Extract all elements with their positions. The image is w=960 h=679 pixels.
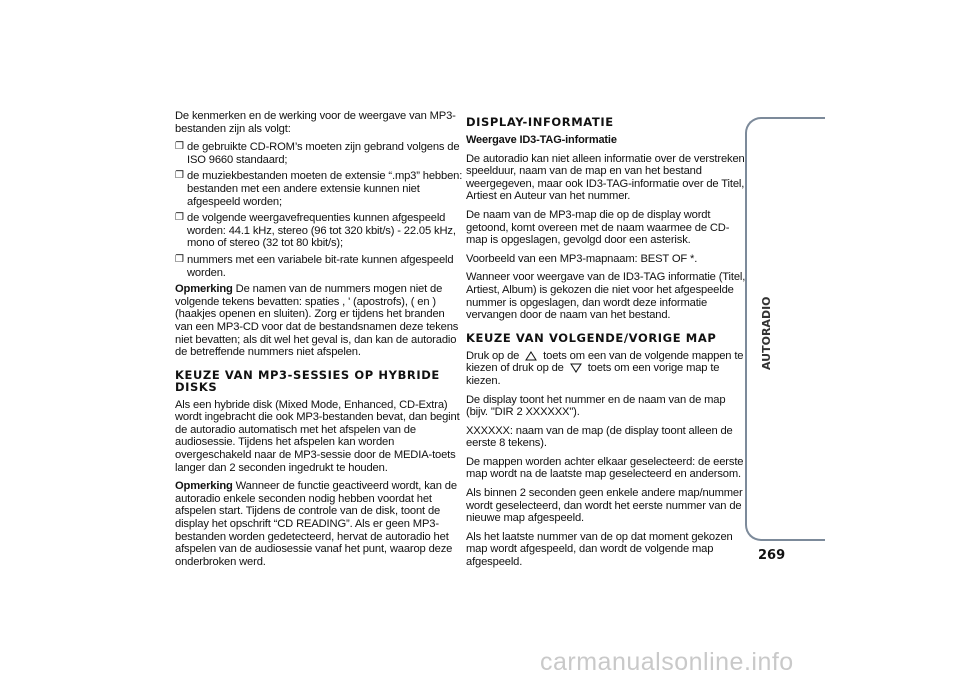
page-number: 269: [758, 548, 786, 563]
checkbox-bullet-icon: ❐: [175, 141, 184, 153]
section-heading-hybrid: KEUZE VAN MP3-SESSIES OP HYBRIDE DISKS: [175, 367, 440, 394]
note-text: De namen van de nummers mogen niet de volgende tekens bevatten: spaties , ' (apostrofs), ( en ) (haakjes openen en sluiten). Zorg er tijdens het branden van een MP3-CD voor dat de bestandsnamen deze tekens niet bevatten; als dit wel het geval is, dan kan de autoradio de betreffende nummers niet afspelen.: [175, 283, 459, 359]
list-item: ❐ de volgende weergavefrequenties kunnen afgespeeld worden: 44.1 kHz, stereo (96 tot 320 kbit/s) - 22.05 kHz, mono of stereo (32 tot 80 kbit/s);: [175, 212, 456, 250]
list-item: ❐ de muziekbestanden moeten de extensie “.mp3” hebben: bestanden met een andere extensie kunnen niet afgespeeld worden;: [175, 170, 463, 208]
chapter-label: AUTORADIO: [760, 296, 773, 370]
intro-paragraph: De kenmerken en de werking voor de weergave van MP3-bestanden zijn als volgt:: [175, 110, 456, 135]
paragraph: De mappen worden achter elkaar geselecteerd: de eerste map wordt na de laatste map geselecteerd en andersom.: [466, 455, 744, 481]
list-item: ❐ de gebruikte CD-ROM’s moeten zijn gebrand volgens de ISO 9660 standaard;: [175, 141, 460, 166]
note-keyword: Opmerking: [175, 480, 233, 493]
paragraph-buttons: Druk op de toets om een van de volgende mappen te kiezen of druk op de toets om een vorige map te kiezen.: [466, 349, 744, 387]
chapter-tab: [745, 117, 825, 541]
note-paragraph: [175, 480, 465, 568]
triangle-down-icon: [570, 363, 582, 373]
checkbox-bullet-icon: ❐: [175, 253, 184, 265]
left-column: [175, 110, 465, 574]
checkbox-bullet-icon: ❐: [175, 170, 184, 182]
paragraph: Als binnen 2 seconden geen enkele andere map/nummer wordt geselecteerd, dan wordt het eerste nummer van de nieuwe map afgespeeld.: [466, 487, 743, 525]
list-item: ❐ nummers met een variabele bit-rate kunnen afgespeeld worden.: [175, 253, 454, 279]
paragraph: XXXXXX: naam van de map (de display toont alleen de eerste 8 tekens).: [466, 424, 733, 450]
note-paragraph: [175, 283, 465, 359]
note-keyword: Opmerking: [175, 283, 233, 296]
right-column: [466, 110, 746, 575]
paragraph: Voorbeeld van een MP3-mapnaam: BEST OF *.: [466, 252, 698, 265]
section-heading-folder: KEUZE VAN VOLGENDE/VORIGE MAP: [466, 330, 717, 345]
paragraph: Als het laatste nummer van de op dat moment gekozen map wordt afgespeeld, dan wordt de volgende map afgespeeld.: [466, 530, 733, 569]
paragraph: De display toont het nummer en de naam van de map (bijv. "DIR 2 XXXXXX").: [466, 393, 726, 419]
watermark: carmanualsonline.info: [540, 648, 794, 676]
paragraph: De autoradio kan niet alleen informatie over de verstreken speelduur, naam van de map en van het bestand weergegeven, maar ook ID3-TAG-informatie over de Titel, Artiest en Auteur van het nummer.: [466, 152, 745, 203]
note-text: Wanneer de functie geactiveerd wordt, kan de autoradio enkele seconden nodig hebben voordat het afspelen start. Tijdens de controle van de disk, toont de display het opschrift “CD READING”. Als er geen MP3-bestanden worden gedetecteerd, hervat de autoradio het afspelen van de audiosessie vanaf het punt, waarop deze onderbroken werd.: [175, 480, 457, 568]
paragraph: De naam van de MP3-map die op de display wordt getoond, komt overeen met de naam waarmee de CD-map is opgeslagen, gevolgd door een asterisk.: [466, 208, 730, 247]
bullet-list: [175, 141, 465, 279]
section-heading-display: DISPLAY-INFORMATIE: [466, 115, 614, 129]
hybrid-paragraph: Als een hybride disk (Mixed Mode, Enhanced, CD-Extra) wordt ingebracht die ook MP3-bestanden bevat, dan begint de autoradio automatisch met het afspelen van de audiosessie. Tijdens het afspelen kan worden overgeschakeld naar de MP3-sessie door de MEDIA-toets langer dan 2 seconden ingedrukt te houden.: [175, 398, 460, 474]
triangle-up-icon: [525, 351, 537, 361]
checkbox-bullet-icon: ❐: [175, 212, 184, 224]
paragraph: Wanneer voor weergave van de ID3-TAG informatie (Titel, Artiest, Album) is gekozen die niet voor het afgespeelde nummer is opgeslagen, dan wordt deze informatie vervangen door de naam van het bestand.: [466, 271, 746, 322]
subheading-id3: Weergave ID3-TAG-informatie: [466, 134, 617, 146]
